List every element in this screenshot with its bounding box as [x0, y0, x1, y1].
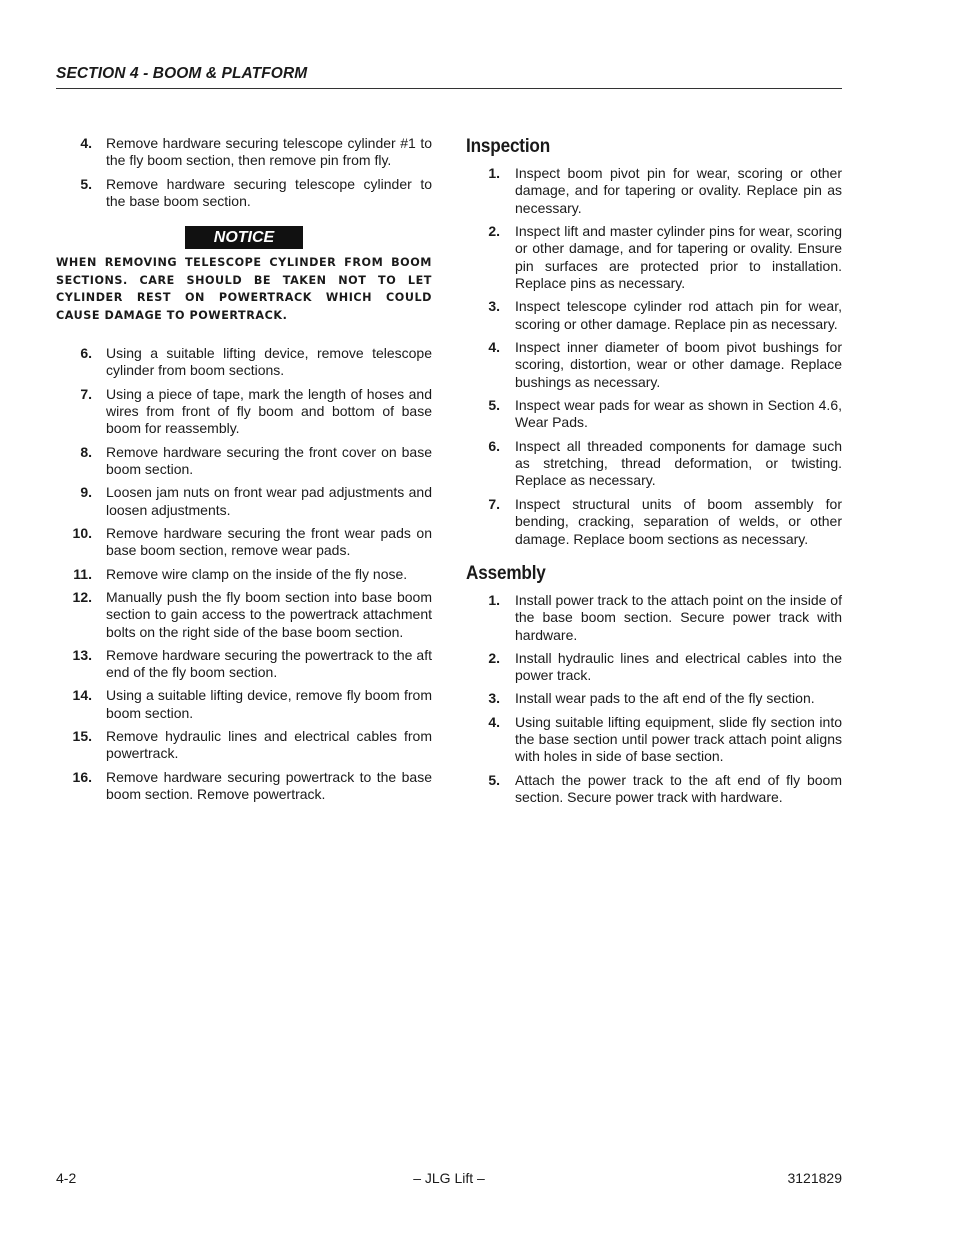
- step-text: Inspect wear pads for wear as shown in Section 4.6, Wear Pads.: [515, 397, 842, 431]
- list-item: [56, 728, 432, 763]
- step-text: Remove hardware securing the front cover on base boom section.: [106, 443, 432, 478]
- list-item: [466, 592, 842, 644]
- step-text: Remove hydraulic lines and electrical cables from powertrack.: [106, 727, 432, 762]
- inspection-heading: Inspection: [466, 135, 551, 157]
- step-text: Remove hardware securing telescope cylinder #1 to the fly boom section, then remove pin from fly.: [106, 135, 432, 169]
- step-number: 2.: [488, 223, 500, 240]
- step-text: Install wear pads to the aft end of the fly section.: [515, 690, 815, 707]
- assembly-steps-list: [466, 592, 842, 807]
- inspection-steps-list: [466, 165, 842, 548]
- section-title: SECTION 4 - BOOM & PLATFORM: [56, 65, 308, 82]
- step-text: Using a suitable lifting device, remove telescope cylinder from boom sections.: [106, 345, 432, 379]
- list-item: [56, 176, 432, 211]
- list-item: [466, 650, 842, 685]
- removal-steps-list-b: [56, 345, 432, 803]
- step-number: 14.: [72, 687, 92, 704]
- step-number: 1.: [488, 591, 500, 608]
- step-text: Inspect boom pivot pin for wear, scoring or other damage, and for tapering or ovality. Replace pin as necessary.: [515, 165, 842, 216]
- step-text: Inspect structural units of boom assembly for bending, cracking, separation of welds, or other damage. Replace boom sections as necessary.: [515, 495, 842, 547]
- step-text: Inspect inner diameter of boom pivot bushings for scoring, distortion, wear or other damage. Replace bushings as necessary.: [515, 339, 842, 390]
- step-number: 11.: [73, 565, 92, 582]
- step-number: 9.: [80, 484, 92, 501]
- list-item: [466, 339, 842, 391]
- list-item: [56, 647, 432, 682]
- step-number: 6.: [488, 437, 500, 454]
- step-number: 3.: [488, 690, 500, 707]
- step-text: Using a suitable lifting device, remove fly boom from boom section.: [106, 687, 432, 721]
- step-number: 5.: [80, 175, 92, 192]
- assembly-heading: Assembly: [466, 561, 546, 584]
- step-number: 4.: [488, 339, 500, 356]
- list-item: [466, 298, 842, 333]
- list-item: [56, 135, 432, 170]
- document-number: 3121829: [787, 1170, 842, 1186]
- list-item: [466, 223, 842, 293]
- list-item: [56, 444, 432, 479]
- list-item: [56, 687, 432, 722]
- step-text: Attach the power track to the aft end of fly boom section. Secure power track with hardware.: [515, 771, 842, 805]
- list-item: [56, 386, 432, 438]
- step-text: Inspect lift and master cylinder pins for wear, scoring or other damage, and for tapering or ovality. Ensure pin surfaces are protected prior to installation. Replace pins as necessary.: [515, 223, 842, 292]
- page-number: 4-2: [56, 1170, 77, 1186]
- step-text: Install hydraulic lines and electrical cables into the power track.: [515, 649, 842, 684]
- step-text: Remove hardware securing the front wear pads on base boom section, remove wear pads.: [106, 524, 432, 559]
- list-item: [56, 345, 432, 380]
- notice-box: [56, 226, 432, 249]
- section-header: [56, 65, 842, 89]
- step-number: 15.: [72, 727, 92, 744]
- right-column: [466, 135, 842, 812]
- step-number: 7.: [80, 385, 92, 402]
- step-text: Inspect telescope cylinder rod attach pin for wear, scoring or other damage. Replace pin as necessary.: [515, 298, 842, 332]
- notice-badge: NOTICE: [185, 226, 303, 249]
- list-item: [56, 484, 432, 519]
- list-item: [466, 496, 842, 548]
- step-text: Remove wire clamp on the inside of the fly nose.: [106, 565, 408, 582]
- notice-text: WHEN REMOVING TELESCOPE CYLINDER FROM BOOM SECTIONS. CARE SHOULD BE TAKEN NOT TO LET CYLINDER REST ON POWERTRACK WHICH COULD CAUSE DAMAGE TO POWERTRACK.: [56, 256, 432, 322]
- step-number: 13.: [72, 646, 92, 663]
- list-item: [466, 397, 842, 432]
- step-text: Remove hardware securing telescope cylinder to the base boom section.: [106, 175, 432, 210]
- step-number: 10.: [72, 524, 92, 541]
- step-text: Using a piece of tape, mark the length of hoses and wires from front of fly boom and bottom of base boom for reassembly.: [106, 385, 432, 437]
- step-number: 16.: [72, 768, 92, 785]
- step-number: 7.: [488, 495, 500, 512]
- step-text: Inspect all threaded components for damage such as stretching, thread deformation, or twisting. Replace as necessary.: [515, 437, 842, 489]
- step-number: 6.: [80, 345, 92, 362]
- step-number: 1.: [488, 165, 500, 181]
- step-text: Remove hardware securing powertrack to the base boom section. Remove powertrack.: [106, 768, 432, 802]
- step-number: 8.: [80, 443, 92, 460]
- step-number: 2.: [488, 649, 500, 666]
- step-number: 5.: [488, 397, 500, 414]
- list-item: [466, 690, 842, 707]
- step-text: Loosen jam nuts on front wear pad adjustments and loosen adjustments.: [106, 484, 432, 518]
- list-item: [466, 772, 842, 807]
- footer-publisher: – JLG Lift –: [413, 1170, 485, 1186]
- list-item: [56, 525, 432, 560]
- left-column: [56, 135, 432, 809]
- removal-steps-list-a: [56, 135, 432, 210]
- list-item: [466, 438, 842, 490]
- list-item: [56, 589, 432, 641]
- step-number: 4.: [80, 135, 92, 151]
- step-number: 4.: [488, 713, 500, 730]
- step-text: Using suitable lifting equipment, slide fly section into the base section until power track attach point aligns with holes in side of base section.: [515, 713, 842, 765]
- step-number: 5.: [488, 771, 500, 788]
- list-item: [56, 566, 432, 583]
- step-text: Install power track to the attach point on the inside of the base boom section. Secure power track with hardware.: [515, 591, 842, 643]
- step-text: Manually push the fly boom section into base boom section to gain access to the powertrack attachment bolts on the right side of the base boom section.: [106, 588, 432, 640]
- step-number: 3.: [488, 298, 500, 315]
- step-number: 12.: [72, 588, 92, 605]
- step-text: Remove hardware securing the powertrack to the aft end of the fly boom section.: [106, 646, 432, 681]
- list-item: [466, 714, 842, 766]
- list-item: [56, 769, 432, 804]
- list-item: [466, 165, 842, 217]
